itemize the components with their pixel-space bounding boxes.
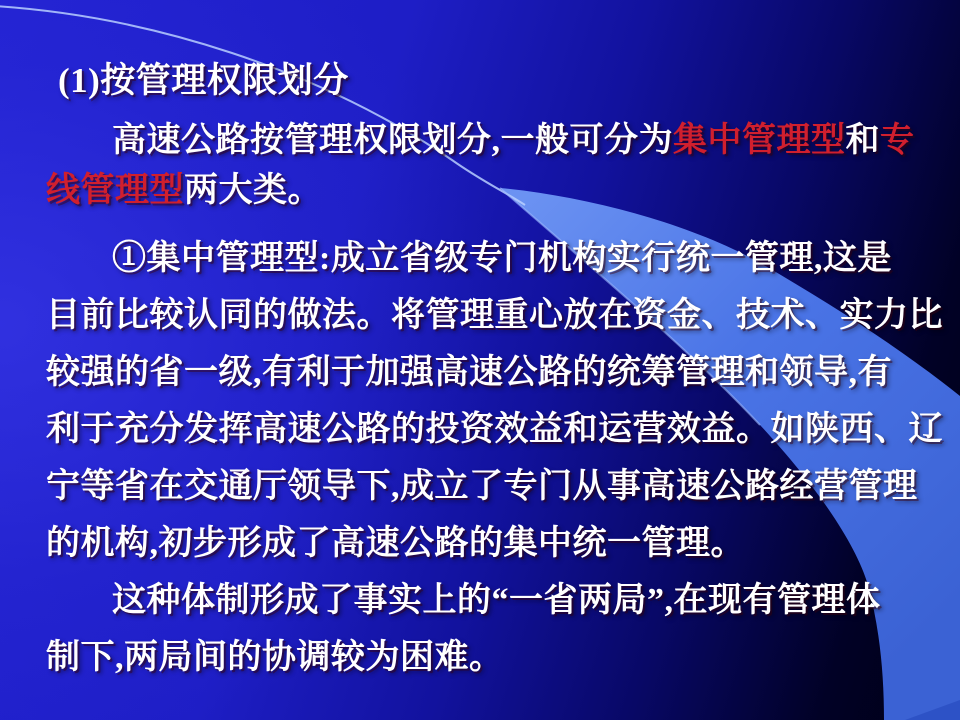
body-text: ①集中管理型:成立省级专门机构实行统一管理,这是	[112, 240, 892, 277]
highlighted-term: 专	[880, 122, 915, 159]
text-line	[112, 118, 915, 164]
body-text: 利于充分发挥高速公路的投资效益和运营效益。如陕西、辽	[46, 411, 943, 448]
highlighted-term: 集中管理型	[673, 122, 846, 159]
text-line	[46, 407, 943, 453]
text-line	[46, 350, 892, 396]
highlighted-term: 线管理型	[46, 172, 184, 209]
body-text: 高速公路按管理权限划分,一般可分为	[112, 122, 673, 159]
text-line	[46, 521, 745, 567]
body-text: 这种体制形成了事实上的“一省两局”,在现有管理体	[112, 582, 881, 619]
body-text: 较强的省一级,有利于加强高速公路的统筹管理和领导,有	[46, 354, 892, 391]
body-text: 目前比较认同的做法。将管理重心放在资金、技术、实力比	[46, 297, 943, 334]
text-line	[46, 464, 918, 510]
text-line	[112, 236, 892, 282]
text-line	[46, 635, 504, 681]
text-line	[46, 293, 943, 339]
text-line	[112, 578, 881, 624]
body-text: 的机构,初步形成了高速公路的集中统一管理。	[46, 525, 745, 562]
body-text: 两大类。	[184, 172, 322, 209]
body-text: 制下,两局间的协调较为困难。	[46, 639, 504, 676]
body-text: 宁等省在交通厅领导下,成立了专门从事高速公路经营管理	[46, 468, 918, 505]
text-line	[46, 168, 322, 214]
slide-heading	[58, 58, 349, 104]
body-text: 和	[845, 122, 880, 159]
heading-text: (1)按管理权限划分	[58, 61, 349, 100]
